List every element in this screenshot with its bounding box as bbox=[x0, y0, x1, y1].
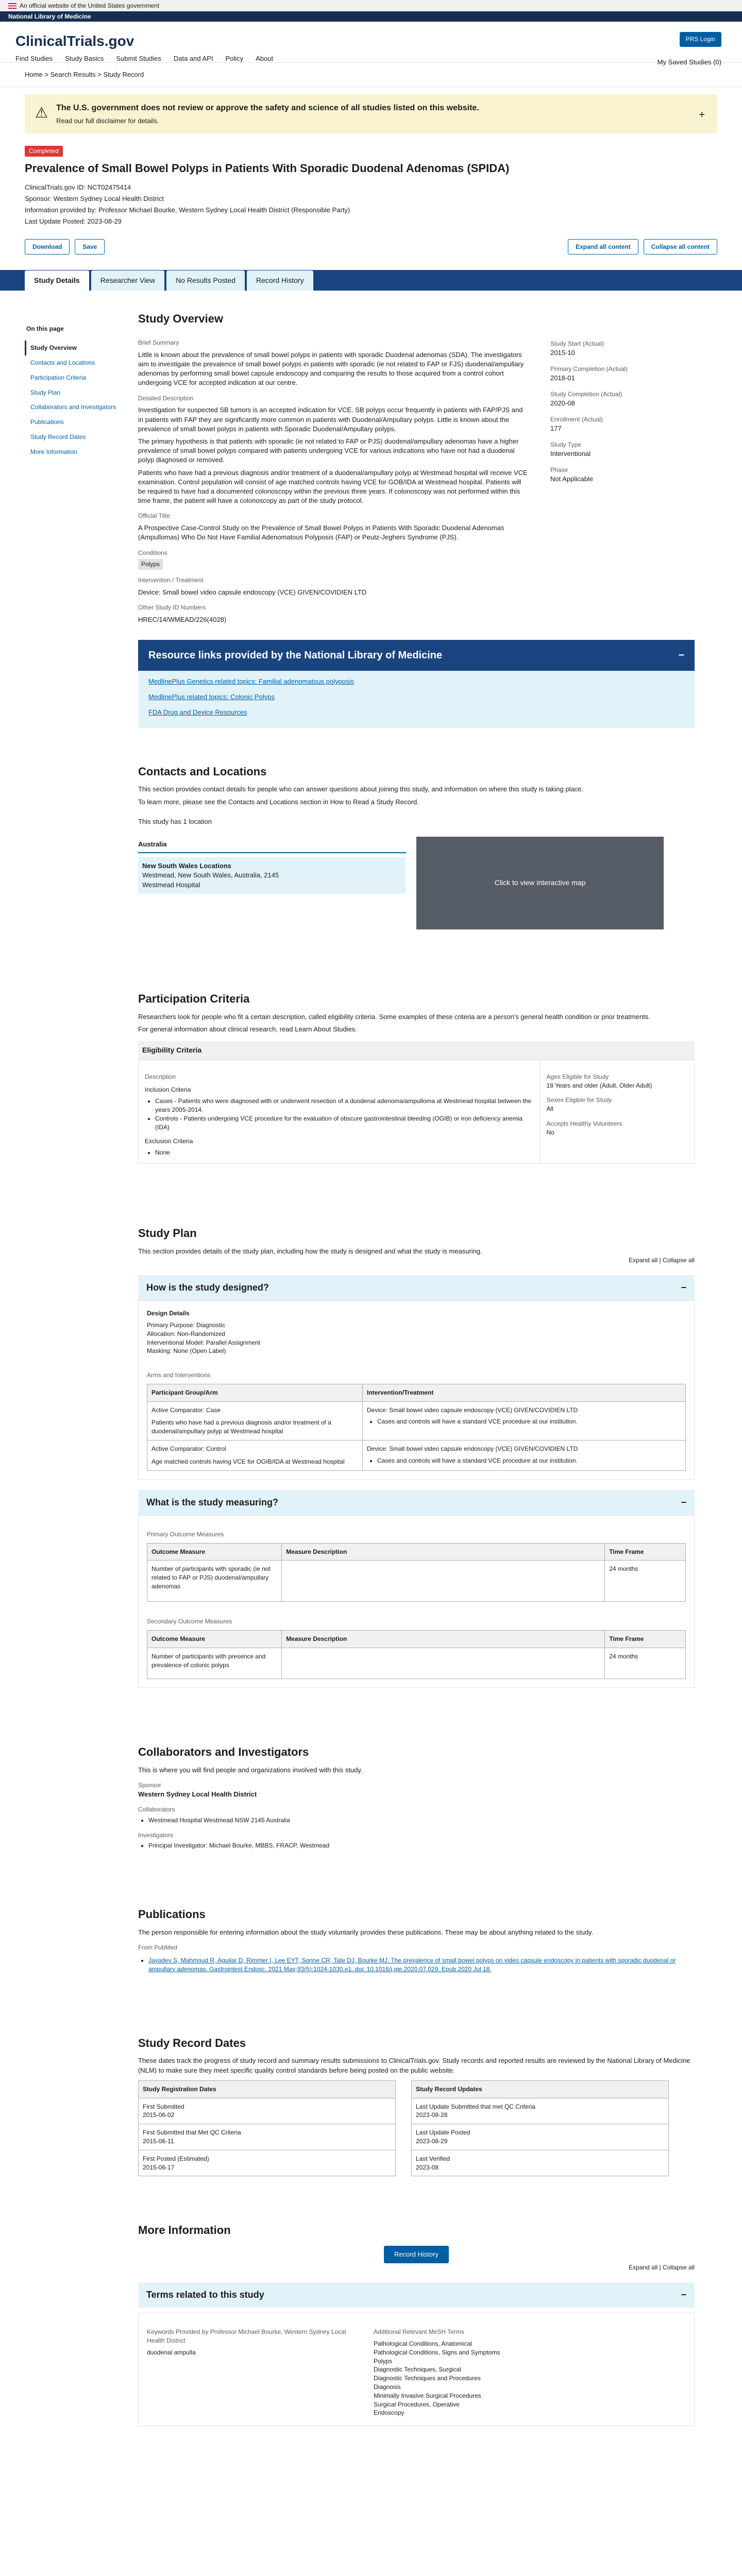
resource-links bbox=[138, 640, 695, 728]
date-label: Last Verified bbox=[416, 2155, 450, 2162]
eligibility-heading: Eligibility Criteria bbox=[138, 1041, 695, 1060]
last-update: Last Update Posted: 2023-08-29 bbox=[25, 217, 122, 226]
study-title: Prevalence of Small Bowel Polyps in Patients With Sporadic Duodenal Adenomas (SPIDA) bbox=[25, 161, 510, 175]
expand-warning-icon[interactable]: + bbox=[699, 109, 705, 121]
criteria-text: Researchers look for people who fit a certain description, called eligibility criteria. Some examples of these criteria are a person's general health condition or prior treatments. bbox=[138, 1012, 650, 1021]
terms-body bbox=[138, 2313, 695, 2426]
table-header: Measure Description bbox=[282, 1543, 605, 1561]
mesh-label: Additional Relevant MeSH Terms bbox=[374, 2328, 464, 2336]
record-dates bbox=[138, 1974, 695, 2177]
more-heading: More Information bbox=[138, 2224, 231, 2237]
resource-link[interactable]: FDA Drug and Device Resources bbox=[148, 708, 247, 717]
date-label: Last Update Posted bbox=[416, 2129, 470, 2137]
desc-label: Description bbox=[145, 1073, 176, 1080]
table-header: Measure Description bbox=[282, 1631, 605, 1648]
primary-outcome-table bbox=[147, 1543, 686, 1602]
collab-text: This is where you will find people and organizations involved with this study. bbox=[138, 1766, 363, 1774]
sponsor-name: Western Sydney Local Health District bbox=[138, 1790, 257, 1798]
updates-table bbox=[411, 2080, 669, 2177]
breadcrumb[interactable]: Home > Search Results > Study Record bbox=[0, 63, 742, 87]
study-header bbox=[0, 141, 742, 231]
state: New South Wales Locations bbox=[142, 862, 231, 870]
table-row bbox=[147, 1561, 686, 1602]
table-header: Time Frame bbox=[605, 1631, 686, 1648]
fact-label: Phase bbox=[550, 466, 568, 474]
page-nav-overview[interactable]: Study Overview bbox=[25, 341, 138, 355]
study-overview bbox=[138, 291, 695, 727]
table-header: Study Record Updates bbox=[412, 2080, 669, 2098]
criteria-heading: Participation Criteria bbox=[138, 992, 250, 1005]
contacts-text-2: To learn more, please see the Contacts and Locations section in How to Read a Study Record. bbox=[138, 798, 419, 806]
collapse-icon[interactable]: − bbox=[681, 1282, 686, 1293]
arm-desc: Age matched controls having VCE for OGIB/IDA at Westmead hospital bbox=[151, 1458, 345, 1465]
more-info bbox=[138, 2176, 695, 2426]
collab-heading: Collaborators and Investigators bbox=[138, 1745, 309, 1759]
fact-value: 177 bbox=[550, 424, 562, 432]
page-nav-dates[interactable]: Study Record Dates bbox=[30, 433, 86, 440]
fact-label: Primary Completion (Actual) bbox=[550, 365, 628, 373]
action-row bbox=[25, 239, 717, 255]
dates-heading: Study Record Dates bbox=[138, 2036, 246, 2049]
page-nav bbox=[25, 291, 138, 2426]
table-row bbox=[147, 1648, 686, 1679]
sex-label: Sexes Eligible for Study bbox=[546, 1096, 612, 1104]
record-history-button[interactable]: Record History bbox=[384, 2246, 449, 2263]
warning-banner bbox=[25, 94, 717, 133]
secondary-outcome-label: Secondary Outcome Measures bbox=[147, 1618, 232, 1625]
fact-value: Not Applicable bbox=[550, 474, 594, 483]
collapse-icon[interactable]: − bbox=[681, 1497, 686, 1507]
pubs-text: The person responsible for entering information about the study voluntarily provides these publications. These may be about anything related to the study. bbox=[138, 1928, 594, 1936]
site-name: Westmead Hospital bbox=[142, 880, 200, 889]
fact-label: Study Type bbox=[550, 441, 581, 449]
fact-value: 2020-08 bbox=[550, 399, 575, 407]
page-nav-plan[interactable]: Study Plan bbox=[30, 388, 61, 396]
study-plan bbox=[138, 1164, 695, 1688]
design-heading: How is the study designed? bbox=[146, 1282, 269, 1293]
nav-study-basics[interactable]: Study Basics bbox=[65, 55, 104, 63]
table-header: Outcome Measure bbox=[147, 1543, 282, 1561]
table-header: Study Registration Dates bbox=[139, 2080, 396, 2098]
tab-researcher-view[interactable]: Researcher View bbox=[91, 270, 164, 291]
date-label: First Submitted bbox=[143, 2103, 184, 2110]
download-button[interactable]: Download bbox=[25, 239, 70, 255]
pubs-heading: Publications bbox=[138, 1908, 206, 1921]
resource-link[interactable]: MedlinePlus Genetics related topics: Familial adenomatous polyposis bbox=[148, 677, 354, 686]
collapse-icon[interactable]: − bbox=[681, 2290, 686, 2300]
design-accordion[interactable] bbox=[138, 1275, 695, 1300]
publications bbox=[138, 1850, 695, 1973]
ages-label: Ages Eligible for Study bbox=[546, 1073, 609, 1080]
intervention-label: Intervention / Treatment bbox=[138, 577, 204, 584]
expand-all-button[interactable]: Expand all content bbox=[568, 239, 638, 255]
page-nav-more[interactable]: More Information bbox=[30, 448, 77, 455]
table-row bbox=[147, 1440, 686, 1471]
hv: No bbox=[546, 1128, 554, 1136]
page-nav-collaborators[interactable]: Collaborators and Investigators bbox=[30, 403, 116, 411]
sponsor: Sponsor: Western Sydney Local Health District bbox=[25, 194, 164, 202]
status-badge: Completed bbox=[25, 146, 63, 157]
page-nav-criteria[interactable]: Participation Criteria bbox=[30, 374, 87, 381]
us-flag-icon bbox=[8, 3, 16, 9]
nav-policy[interactable]: Policy bbox=[225, 55, 244, 63]
collaborators-label: Collaborators bbox=[138, 1806, 175, 1814]
date-label: First Submitted that Met QC Criteria bbox=[143, 2129, 241, 2137]
gov-banner bbox=[0, 0, 742, 11]
fact-value: Interventional bbox=[550, 449, 591, 457]
exclusion-label: Exclusion Criteria bbox=[145, 1137, 193, 1145]
contacts-text: This section provides contact details for people who can answer questions about joining this study, and information on where this study is taking place. bbox=[138, 785, 584, 793]
primary-outcome-label: Primary Outcome Measures bbox=[147, 1530, 224, 1538]
resource-heading bbox=[138, 640, 695, 671]
arm-name: Active Comparator: Case bbox=[151, 1406, 221, 1414]
nav-data-api[interactable]: Data and API bbox=[173, 55, 213, 63]
plan-text: This section provides details of the study plan, including how the study is designed and what the study is measuring. bbox=[138, 1247, 482, 1255]
conditions-label: Conditions bbox=[138, 549, 167, 556]
resource-link[interactable]: MedlinePlus related topics: Colonic Polyps bbox=[148, 693, 275, 701]
exclusion-item: • None bbox=[155, 1148, 534, 1157]
overview-facts bbox=[550, 332, 684, 624]
save-button[interactable]: Save bbox=[75, 239, 105, 255]
date-value: 2023-08-29 bbox=[416, 2137, 448, 2145]
arms-table bbox=[147, 1384, 686, 1471]
brief-label: Brief Summary bbox=[138, 339, 179, 347]
date-value: 2023-08-28 bbox=[416, 2111, 448, 2119]
table-header: Participant Group/Arm bbox=[147, 1384, 363, 1401]
date-value: 2015-06-02 bbox=[143, 2111, 175, 2119]
info-provided: Information provided by: Professor Michael Bourke, Western Sydney Local Health District (Responsible Party) bbox=[25, 206, 350, 214]
date-value: 2015-06-17 bbox=[143, 2163, 175, 2171]
main bbox=[0, 291, 742, 2426]
detail-1: Investigation for suspected SB tumors is an accepted indication for VCE. SB polyps occur frequently in patients with FAP/PJS and in patients with FAP they are significantly more common in patients with Duodenal/Ampullary polyps. Little is known about the prevalence of small bowel polyps in patients with Sporadic Duodenal/Ampullary polyps. bbox=[138, 406, 523, 433]
country: Australia bbox=[138, 837, 406, 853]
condition-chip[interactable]: Polyps bbox=[138, 559, 163, 570]
keywords-label: Keywords Provided by Professor Michael Bourke, Western Sydney Local Health District bbox=[147, 2328, 346, 2345]
tab-no-results[interactable]: No Results Posted bbox=[166, 270, 245, 291]
investigator: • Principal Investigator: Michael Bourke, MBBS, FRACP, Westmead bbox=[148, 1841, 695, 1850]
collapse-icon[interactable]: − bbox=[678, 650, 684, 662]
ages: 18 Years and older (Adult, Older Adult) bbox=[546, 1081, 652, 1089]
overview-heading: Study Overview bbox=[138, 312, 224, 326]
nav-submit-studies[interactable]: Submit Studies bbox=[116, 55, 161, 63]
inclusion-item: • Cases - Patients who were diagnosed with or underwent resection of a duodenal adenoma/ampulloma at Westmead hospital between the years 2005-2014. bbox=[155, 1097, 534, 1114]
fact-value: 2018-01 bbox=[550, 374, 575, 382]
outcome: Number of participants with presence and prevalence of colonic polyps bbox=[147, 1648, 282, 1679]
arm-intervention: Device: Small bowel video capsule endoscopy (VCE) GIVEN/COVIDIEN LTD bbox=[367, 1406, 578, 1414]
site-card[interactable] bbox=[138, 857, 406, 894]
tab-study-details[interactable]: Study Details bbox=[25, 270, 89, 291]
table-header: Intervention/Treatment bbox=[363, 1384, 686, 1401]
site-header bbox=[0, 22, 742, 63]
tab-record-history[interactable]: Record History bbox=[247, 270, 313, 291]
location-map[interactable]: Click to view interactive map bbox=[416, 837, 664, 929]
arms-label: Arms and Interventions bbox=[147, 1371, 211, 1379]
collapse-all-button[interactable]: Collapse all content bbox=[644, 239, 717, 255]
measuring-accordion[interactable] bbox=[138, 1490, 695, 1515]
nlm-bar bbox=[0, 11, 742, 22]
arm-name: Active Comparator: Control bbox=[151, 1445, 226, 1453]
arm-note: • Cases and controls will have a standard VCE procedure at our institution. bbox=[377, 1456, 681, 1465]
sponsor-label: Sponsor bbox=[138, 1782, 161, 1789]
main-nav bbox=[15, 54, 727, 63]
terms-heading: Terms related to this study bbox=[146, 2290, 264, 2300]
intervention: Device: Small bowel video capsule endoscopy (VCE) GIVEN/COVIDIEN LTD bbox=[138, 588, 367, 596]
table-row bbox=[147, 1401, 686, 1440]
criteria bbox=[138, 929, 695, 1164]
investigators-label: Investigators bbox=[138, 1831, 174, 1839]
page-nav-contacts[interactable]: Contacts and Locations bbox=[30, 359, 95, 366]
table-header: Time Frame bbox=[605, 1543, 686, 1561]
inclusion-item: • Controls - Patients undergoing VCE procedure for the evaluation of obscure gastrointestinal bleeding (OGIB) or iron deficiency anemia (IDA) bbox=[155, 1114, 534, 1132]
location-count: This study has 1 location bbox=[138, 817, 212, 825]
resource-title: Resource links provided by the National Library of Medicine bbox=[148, 650, 443, 662]
warning-icon: ⚠ bbox=[35, 105, 48, 121]
secondary-outcome-table bbox=[147, 1630, 686, 1679]
design-item: Masking: None (Open Label) bbox=[147, 1347, 226, 1355]
warning-text: Read our full disclaimer for details. bbox=[56, 116, 159, 125]
terms-accordion[interactable] bbox=[138, 2282, 695, 2308]
more-expand-links[interactable]: Expand all | Collapse all bbox=[629, 2264, 695, 2272]
fact-label: Enrollment (Actual) bbox=[550, 416, 603, 423]
official-label: Official Title bbox=[138, 512, 170, 520]
nav-about[interactable]: About bbox=[256, 55, 274, 63]
hv-label: Accepts Healthy Volunteers bbox=[546, 1120, 622, 1127]
official-title: A Prospective Case-Control Study on the Prevalence of Small Bowel Polyps in Patients With Sporadic Duodenal Adenomas (Ampullomas) Who Do Not Have Familial Adenomatous Polyposis (FAP) or Peutz-Jeghers Syndrome (PJS). bbox=[138, 524, 504, 541]
keywords: duodenal ampulla bbox=[147, 2348, 196, 2356]
fact-value: 2015-10 bbox=[550, 348, 575, 357]
collaborator: • Westmead Hospital Westmead NSW 2145 Australia bbox=[148, 1816, 695, 1825]
site-logo[interactable]: ClinicalTrials.gov bbox=[15, 33, 134, 49]
nct-id: ClinicalTrials.gov ID: NCT02475414 bbox=[25, 183, 131, 191]
time-frame: 24 months bbox=[605, 1648, 686, 1679]
prs-login-button[interactable]: PRS Login bbox=[680, 32, 721, 47]
plan-expand-links[interactable]: Expand all | Collapse all bbox=[629, 1257, 695, 1264]
warning-title: The U.S. government does not review or approve the safety and science of all studies listed on this website. bbox=[56, 104, 479, 113]
plan-heading: Study Plan bbox=[138, 1227, 197, 1240]
date-label: First Posted (Estimated) bbox=[143, 2155, 209, 2162]
gov-banner-text: An official website of the United States government bbox=[20, 2, 160, 9]
outcome: Number of participants with sporadic (ie not related to FAP or PJS) duodenal/ampullary adenomas bbox=[147, 1561, 282, 1602]
arm-desc: Patients who have had a previous diagnosis and/or treatment of a duodenal/ampullary polyp at Westmead hospital bbox=[151, 1419, 331, 1435]
publication-link[interactable]: Jayadev S, Mahmoud R, Aguilar D, Rimmer I, Lee EYT, Sonne CR, Tate DJ, Bourke MJ. The prevalence of small bowel polyps on video capsule endoscopy in patients with sporadic duodenal or ampullary adenomas. Gastrointest Endosc. 2021 May;93(5):1024-1030.e1. doi: 10.1016/j.gie.2020.07.029. Epub 2020 Jul 18. bbox=[148, 1956, 676, 1973]
criteria-text-2: For general information about clinical research, read Learn About Studies. bbox=[138, 1025, 357, 1033]
study-tabs bbox=[0, 270, 742, 291]
nlm-label: National Library of Medicine bbox=[8, 12, 91, 20]
fact-label: Study Completion (Actual) bbox=[550, 391, 622, 398]
design-body bbox=[138, 1300, 695, 1480]
sex: All bbox=[546, 1105, 553, 1113]
detail-3: Patients who have had a previous diagnosis and/or treatment of a duodenal/ampullary polyp at Westmead hospital will receive VCE examination. Control population will consist of age matched controls having VCE for GOB/IDA at Westmead hospital. Patients will be required to have had a documented colonoscopy within the previous three years. If colonoscopy was not performed within this time frame, the patient will have a colonoscopy as part of the study protocol. bbox=[138, 468, 528, 505]
measuring-body bbox=[138, 1515, 695, 1688]
contacts-heading: Contacts and Locations bbox=[138, 765, 267, 778]
arm-note: • Cases and controls will have a standard VCE procedure at our institution. bbox=[377, 1417, 681, 1426]
pubs-from: From PubMed bbox=[138, 1944, 178, 1952]
nav-find-studies[interactable]: Find Studies bbox=[15, 55, 53, 63]
mesh-terms: Pathological Conditions, Anatomical Pathological Conditions, Signs and Symptoms Polyps Diagnostic Techniques, Surgical Diagnostic Techniques and Procedures Diagnosis Minimally Invasive Surgical Procedures Surgical Procedures, Operative Endoscopy bbox=[374, 2340, 500, 2417]
date-value: 2023-08 bbox=[416, 2163, 439, 2171]
registration-table bbox=[138, 2080, 396, 2177]
other-id-label: Other Study ID Numbers bbox=[138, 604, 206, 612]
table-header: Outcome Measure bbox=[147, 1631, 282, 1648]
fact-label: Study Start (Actual) bbox=[550, 340, 604, 348]
collaborators bbox=[138, 1688, 695, 1850]
arm-intervention: Device: Small bowel video capsule endoscopy (VCE) GIVEN/COVIDIEN LTD bbox=[367, 1445, 578, 1453]
study-meta bbox=[25, 183, 717, 227]
design-item: Allocation: Non-Randomized bbox=[147, 1330, 226, 1337]
measuring-heading: What is the study measuring? bbox=[146, 1497, 279, 1507]
inclusion-label: Inclusion Criteria bbox=[145, 1086, 191, 1093]
detail-label: Detailed Description bbox=[138, 394, 194, 402]
site-city: Westmead, New South Wales, Australia, 2145 bbox=[142, 871, 279, 879]
detail-2: The primary hypothesis is that patients with sporadic (ie not related to FAP or PJS) duodenal/ampullary adenomas have a higher prevalence of small bowel polyps compared with patients undergoing VCE for various indications who have not had a duodenal polyp diagnosed or removed. bbox=[138, 437, 519, 464]
design-label: Design Details bbox=[147, 1310, 190, 1317]
contacts bbox=[138, 728, 695, 929]
saved-studies-link[interactable]: My Saved Studies (0) bbox=[657, 58, 721, 66]
design-item: Interventional Model: Parallel Assignment bbox=[147, 1338, 261, 1346]
date-value: 2015-06-11 bbox=[143, 2137, 174, 2145]
content bbox=[138, 291, 695, 2426]
brief-summary: Little is known about the prevalence of small bowel polyps in patients with sporadic Duodenal adenomas (SDA). The investigators aim to investigate the prevalence of small bowel polyps in patients with sporadic (ie not related to FAP or FJS) duodenal/ampullary adenomas by performing small bowel capsule endoscopy and comparing the results to those acquired from a control cohort undergoing VCE for accepted indication at our centre. bbox=[138, 350, 524, 387]
page-nav-heading: On this page bbox=[26, 325, 64, 333]
other-id: HREC/14/WMEAD/226(4028) bbox=[138, 615, 227, 623]
design-item: Primary Purpose: Diagnostic bbox=[147, 1321, 226, 1329]
time-frame: 24 months bbox=[605, 1561, 686, 1602]
date-label: Last Update Submitted that met QC Criteria bbox=[416, 2103, 536, 2110]
page-nav-publications[interactable]: Publications bbox=[30, 418, 64, 426]
dates-text: These dates track the progress of study record and summary results submissions to ClinicalTrials.gov. Study records and reported results are reviewed by the National Library of Medicine (NLM) to make sure they meet specific quality control standards before being posted on the public website. bbox=[138, 2057, 690, 2074]
